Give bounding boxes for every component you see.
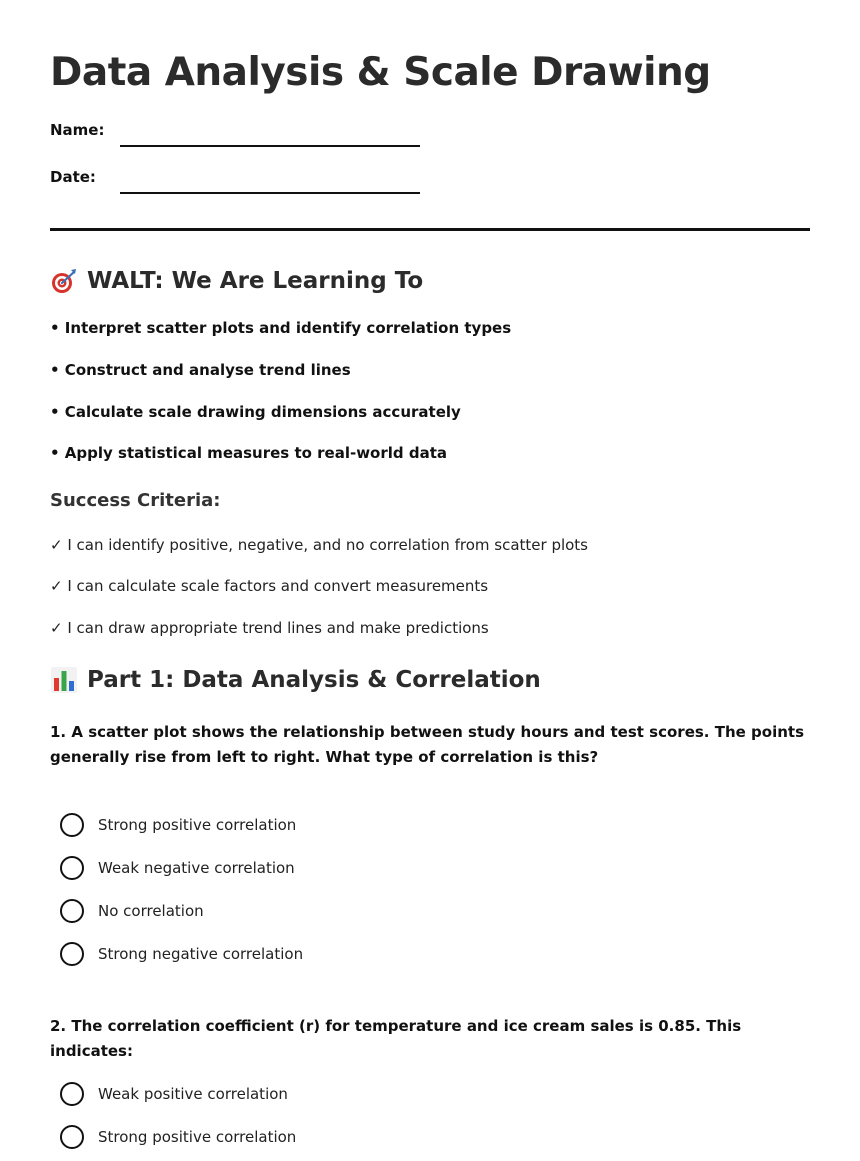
radio-button[interactable]: [60, 942, 84, 966]
walt-item: • Interpret scatter plots and identify correlation types: [50, 319, 512, 337]
q1-option-a[interactable]: [60, 812, 296, 838]
option-label: Strong positive correlation: [98, 816, 297, 834]
success-criterion: ✓ I can identify positive, negative, and no correlation from scatter plots: [50, 536, 589, 554]
date-line[interactable]: [120, 192, 420, 194]
radio-button[interactable]: [60, 856, 84, 880]
q2-option-b[interactable]: [60, 1124, 296, 1150]
header-divider: [50, 228, 810, 231]
question-2: 2. The correlation coefficient (r) for temperature and ice cream sales is 0.85. This indicates:: [50, 1017, 742, 1060]
radio-button[interactable]: [60, 813, 84, 837]
page-title: Data Analysis & Scale Drawing: [50, 50, 711, 95]
q1-option-b[interactable]: [60, 855, 295, 881]
walt-item: • Calculate scale drawing dimensions accurately: [50, 403, 461, 421]
option-label: No correlation: [98, 902, 204, 920]
radio-button[interactable]: [60, 1125, 84, 1149]
name-field[interactable]: [50, 121, 430, 151]
name-line[interactable]: [120, 145, 420, 147]
name-label: Name:: [50, 121, 105, 139]
option-label: Strong negative correlation: [98, 945, 304, 963]
success-criterion: ✓ I can draw appropriate trend lines and make predictions: [50, 619, 489, 637]
success-criteria-heading: Success Criteria:: [50, 490, 221, 511]
part1-heading-text: Part 1: Data Analysis & Correlation: [87, 667, 541, 693]
success-criterion: ✓ I can calculate scale factors and convert measurements: [50, 577, 489, 595]
date-field[interactable]: [50, 168, 430, 198]
walt-item: • Apply statistical measures to real-world data: [50, 444, 448, 462]
walt-heading-text: WALT: We Are Learning To: [87, 268, 424, 294]
question-1: 1. A scatter plot shows the relationship between study hours and test scores. The points generally rise from left to right. What type of correlation is this?: [50, 723, 804, 766]
q2-option-a[interactable]: [60, 1081, 288, 1107]
option-label: Weak negative correlation: [98, 859, 295, 877]
radio-button[interactable]: [60, 899, 84, 923]
part1-heading: [50, 666, 541, 694]
q1-option-d[interactable]: [60, 941, 303, 967]
walt-heading: [50, 267, 423, 295]
target-icon: [50, 267, 78, 295]
walt-item: • Construct and analyse trend lines: [50, 361, 351, 379]
option-label: Weak positive correlation: [98, 1085, 288, 1103]
date-label: Date:: [50, 168, 96, 186]
q1-option-c[interactable]: [60, 898, 204, 924]
radio-button[interactable]: [60, 1082, 84, 1106]
option-label: Strong positive correlation: [98, 1128, 297, 1146]
bar-chart-icon: [50, 666, 78, 694]
